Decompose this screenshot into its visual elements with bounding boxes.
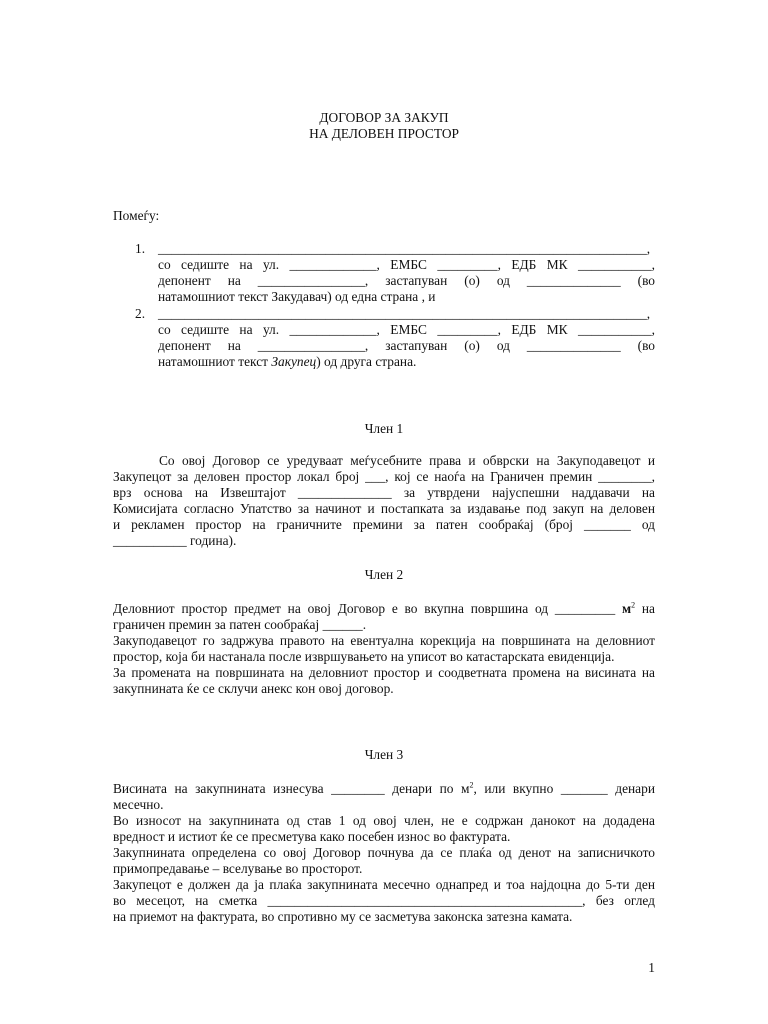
party-1-line-2: со седиште на ул. _____________, ЕМБС _________, ЕДБ МК ___________, [158, 257, 655, 272]
party-1-number: 1. [135, 241, 146, 256]
article-1-body [113, 453, 655, 549]
article-3-body [113, 781, 655, 925]
article-2-heading: Член 2 [364, 567, 404, 582]
party-2-line-1: _________________________________________________________________________, [158, 306, 651, 321]
rent-unit-exponent: 2 [469, 780, 474, 790]
article-1-line-2: Закупецот за деловен простор локал број ___, кој се наоѓа на Граничен премин ________, [113, 469, 655, 484]
article-2-para-1-line-1 [113, 601, 655, 617]
article-2-area-tail: на [635, 601, 655, 616]
article-3-rent-tail: , или вкупно _______ денари [473, 781, 655, 796]
article-1-line-6: ___________ година). [113, 533, 237, 548]
article-2-body [113, 601, 655, 697]
article-3-para-1-line-2: месечно. [113, 797, 164, 812]
party-2-lessee-term: Закупец [271, 354, 317, 369]
between-label: Помеѓу: [113, 208, 160, 223]
article-3-heading: Член 3 [364, 747, 404, 762]
party-2-line-4-a: натамошниот текст [158, 354, 272, 369]
party-1-line-3: депонент на ________________, застапуван (о) од ______________ (во [158, 273, 655, 288]
article-3-para-2-line-2: вредност и истиот ќе се пресметува како посебен износ во фактурата. [113, 829, 511, 844]
article-2-para-3-line-2: закупнината ќе се склучи анекс кон овој договор. [113, 681, 394, 696]
article-3-para-1-line-1 [113, 781, 655, 797]
article-2-para-3-line-1: За промената на површината на деловниот простор и соодветната промена на висината на [113, 665, 655, 680]
area-unit: м [621, 601, 632, 616]
party-2-line-4 [158, 354, 655, 370]
article-3-para-3-line-2: примопредавање – вселување во просторот. [113, 861, 363, 876]
article-2-area-text: Деловниот простор предмет на овој Договор е во вкупна површина од _________ [113, 601, 622, 616]
article-3-para-4-line-1: Закупецот е должен да ја плаќа закупнината месечно однапред и тоа најдоцна до 5-ти ден [113, 877, 655, 892]
article-3-para-2-line-1: Во износот на закупнината од став 1 од овој член, не е содржан данокот на додадена [113, 813, 655, 828]
party-2-line-2: со седиште на ул. _____________, ЕМБС _________, ЕДБ МК ___________, [158, 322, 655, 337]
article-3-para-4-line-2: во месецот, на сметка _______________________________________________, без оглед [113, 893, 655, 908]
article-1-line-1: Со овој Договор се уредуваат меѓусебните права и обврски на Закуподавецот и [159, 453, 655, 468]
article-2-para-2-line-2: простор, која би настанала после извршувањето на уписот во катастарската евиденција. [113, 649, 615, 664]
party-1-block [158, 241, 655, 305]
article-3-rent-text: Висината на закупнината изнесува ________ денари по м [113, 781, 470, 796]
article-1-line-4: Комисијата согласно Упатство за начинот и постапката за издавање под закуп на деловен [113, 501, 655, 516]
party-1-line-4: натамошниот текст Закудавач) од една страна , и [158, 289, 436, 304]
article-1-heading: Член 1 [364, 421, 404, 436]
article-1-line-3: врз основа на Извештајот ______________ за утврдени најуспешни наддавачи на [113, 485, 655, 500]
party-2-line-4-c: ) од друга страна. [316, 354, 417, 369]
party-1-line-1: _________________________________________________________________________, [158, 241, 651, 256]
page-number: 1 [648, 960, 655, 975]
document-title-line-1: ДОГОВОР ЗА ЗАКУП [319, 110, 449, 125]
article-1-line-5: и рекламен простор на граничните премини за патен сообраќај (број _______ од [113, 517, 655, 532]
party-2-number: 2. [135, 306, 146, 321]
article-2-para-2-line-1: Закуподавецот го задржува правото на евентуална корекција на површината на деловниот [113, 633, 655, 648]
party-2-line-3: депонент на ________________, застапуван (о) од ______________ (во [158, 338, 655, 353]
party-2-block [158, 306, 655, 370]
article-3-para-4-line-3: на приемот на фактурата, во спротивно му се засметува законска затезна камата. [113, 909, 573, 924]
article-2-para-1-line-2: граничен премин за патен сообраќај ______. [113, 617, 367, 632]
document-title-line-2: НА ДЕЛОВЕН ПРОСТОР [309, 126, 459, 141]
article-3-para-3-line-1: Закупнината определена со овој Договор почнува да се плаќа од денот на записничкото [113, 845, 655, 860]
area-unit-exponent: 2 [631, 600, 636, 610]
